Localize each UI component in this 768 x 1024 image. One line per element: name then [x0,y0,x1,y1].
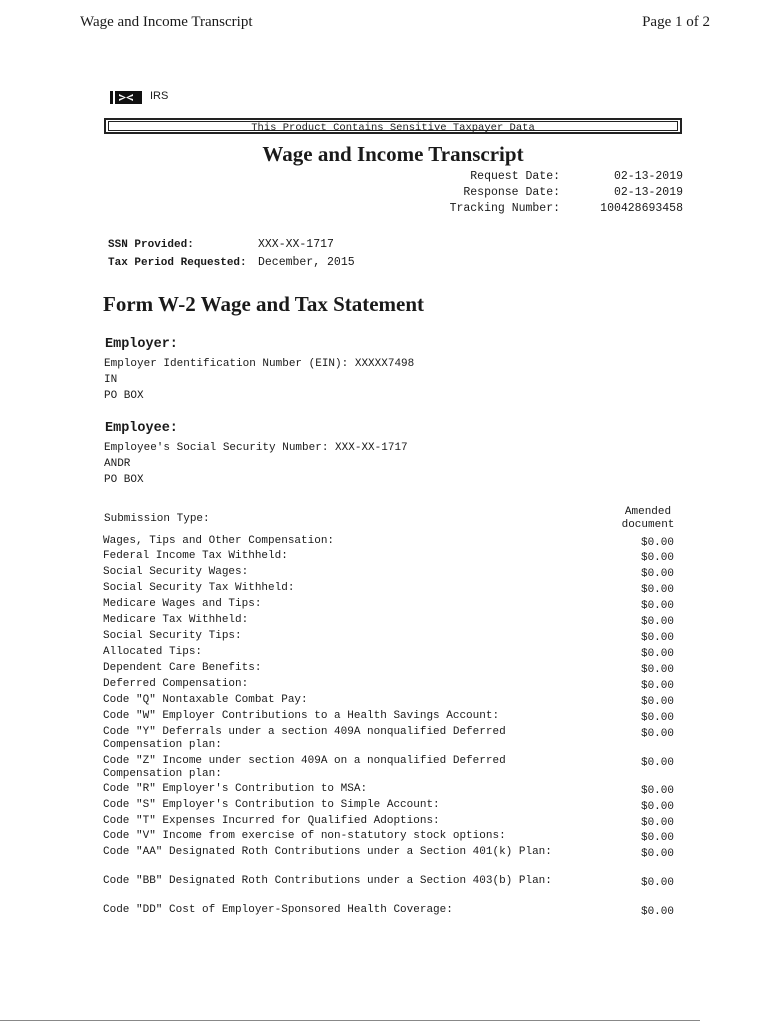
row-label: Code "V" Income from exercise of non-statutory stock options: [103,830,506,842]
employee-heading: Employee: [105,421,178,436]
employer-heading: Employer: [105,337,178,352]
row-value: $0.00 [640,817,674,829]
row-value: $0.00 [640,648,674,660]
row-label: Code "Q" Nontaxable Combat Pay: [103,694,308,706]
row-value: $0.00 [640,785,674,797]
banner-text: This Product Contains Sensitive Taxpayer Data [108,121,678,131]
submission-type-value: Amended document [621,506,675,531]
row-value: $0.00 [640,712,674,724]
tax-period-label: Tax Period Requested: [108,257,247,269]
submission-type-label: Submission Type: [104,513,210,525]
employee-name: ANDR [104,458,131,470]
row-label: Code "BB" Designated Roth Contributions under a Section 403(b) Plan: [103,875,552,887]
employee-address: PO BOX [104,474,144,486]
irs-logo-text: IRS [150,90,169,102]
ssn-label: SSN Provided: [108,239,194,251]
tax-period-value: December, 2015 [258,256,355,269]
row-value: $0.00 [640,906,674,918]
row-value: $0.00 [640,877,674,889]
row-value: $0.00 [640,757,674,769]
ssn-value: XXX-XX-1717 [258,238,334,251]
response-date-value: 02-13-2019 [613,186,683,199]
page-title: Wage and Income Transcript [262,142,524,166]
row-label: Code "DD" Cost of Employer-Sponsored Health Coverage: [103,904,453,916]
response-date-label: Response Date: [463,186,560,199]
row-value: $0.00 [640,552,674,564]
row-label: Code "W" Employer Contributions to a Health Savings Account: [103,710,500,722]
row-value: $0.00 [640,801,674,813]
scan-edge-line [0,1020,700,1021]
row-label: Code "T" Expenses Incurred for Qualified Adoptions: [103,815,440,827]
row-value: $0.00 [640,616,674,628]
tracking-number-label: Tracking Number: [449,202,560,215]
sensitive-data-banner [104,118,682,134]
page-header-title: Wage and Income Transcript [80,14,253,30]
row-label: Code "Z" Income under section 409A on a nonqualified Deferred Compensation plan: [103,755,506,780]
row-value: $0.00 [640,664,674,676]
row-value: $0.00 [640,568,674,580]
row-value: $0.00 [640,680,674,692]
row-label: Federal Income Tax Withheld: [103,550,288,562]
employer-address: PO BOX [104,390,144,402]
row-value: $0.00 [640,632,674,644]
row-value: $0.00 [640,832,674,844]
row-label: Deferred Compensation: [103,678,249,690]
row-label: Dependent Care Benefits: [103,662,262,674]
row-value: $0.00 [640,584,674,596]
row-value: $0.00 [640,696,674,708]
row-label: Social Security Tax Withheld: [103,582,295,594]
row-label: Wages, Tips and Other Compensation: [103,535,335,547]
row-label: Social Security Tips: [103,630,242,642]
request-date-label: Request Date: [470,170,560,183]
row-label: Code "S" Employer's Contribution to Simple Account: [103,799,440,811]
employer-name: IN [104,374,118,386]
row-value: $0.00 [640,600,674,612]
employer-ein: Employer Identification Number (EIN): XXXXX7498 [104,358,415,370]
row-label: Code "Y" Deferrals under a section 409A nonqualified Deferred Compensation plan: [103,726,506,751]
row-label: Code "AA" Designated Roth Contributions under a Section 401(k) Plan: [103,846,552,858]
row-value: $0.00 [640,848,674,860]
row-label: Social Security Wages: [103,566,249,578]
row-label: Code "R" Employer's Contribution to MSA: [103,783,368,795]
irs-eagle-logo [110,91,142,104]
employee-ssn: Employee's Social Security Number: XXX-XX-1717 [104,442,408,454]
row-label: Allocated Tips: [103,646,203,658]
page-number: Page 1 of 2 [642,14,710,30]
row-label: Medicare Tax Withheld: [103,614,249,626]
form-title: Form W-2 Wage and Tax Statement [103,292,425,316]
row-value: $0.00 [640,728,674,740]
row-value: $0.00 [640,537,674,549]
request-date-value: 02-13-2019 [613,170,683,183]
tracking-number-value: 100428693458 [600,202,683,215]
row-label: Medicare Wages and Tips: [103,598,262,610]
